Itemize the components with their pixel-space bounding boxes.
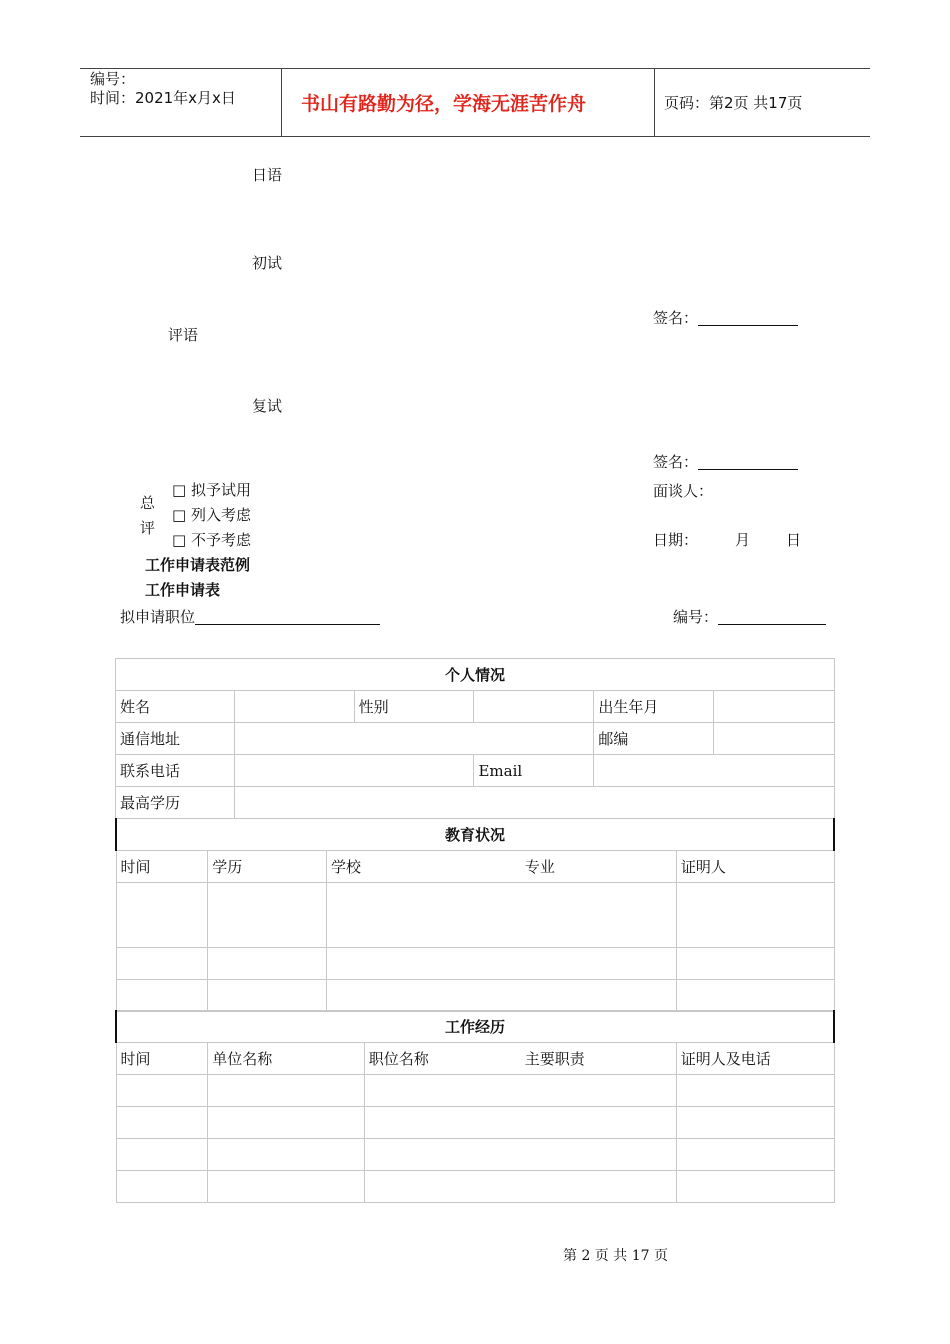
example-title: 工作申请表范例 [145,556,251,574]
edu-cell[interactable] [326,948,676,980]
edu-cell[interactable] [326,980,676,1012]
col-time: 时间 [116,1043,208,1075]
option-consider-checkbox[interactable]: □ 列入考虑 [172,506,251,524]
col-degree: 学历 [208,851,327,883]
col-witness-phone: 证明人及电话 [676,1043,834,1075]
work-cell[interactable] [116,1171,208,1203]
email-field[interactable] [594,755,835,787]
header-divider [654,68,655,136]
section-work: 工作经历 [116,1011,834,1043]
col-duties: 主要职责 [521,1043,677,1075]
postcode-field[interactable] [714,723,835,755]
signature-label: 签名： [653,455,798,470]
section-personal: 个人情况 [116,659,835,691]
col-witness: 证明人 [676,851,834,883]
name-label: 姓名 [116,691,235,723]
email-label: Email [474,755,594,787]
comment-label: 评语 [168,326,199,344]
edu-cell[interactable] [676,980,834,1012]
address-field[interactable] [234,723,593,755]
date-label: 日期： [653,531,699,549]
gender-label: 性别 [354,691,474,723]
work-cell[interactable] [676,1075,834,1107]
footer-page: 第 2 页 共 17 页 [563,1248,668,1264]
col-time: 时间 [116,851,208,883]
motto: 书山有路勤为径，学海无涯苦作舟 [301,93,587,115]
personal-table [115,658,835,819]
work-cell[interactable] [364,1139,676,1171]
work-cell[interactable] [676,1139,834,1171]
overall-label: 总 [140,494,156,512]
option-reject-checkbox[interactable]: □ 不予考虑 [172,531,251,549]
number-label: 编号： [673,610,826,625]
signature-line[interactable] [698,455,798,470]
col-school: 学校 [326,851,520,883]
page-label: 页码：第2页 共17页 [664,94,803,112]
work-cell[interactable] [116,1139,208,1171]
header-top-rule [80,68,870,69]
header-bottom-rule [80,136,870,137]
signature-label: 签名： [653,311,798,326]
phone-label: 联系电话 [116,755,235,787]
work-cell[interactable] [364,1171,676,1203]
edu-cell[interactable] [208,980,327,1012]
postcode-label: 邮编 [594,723,714,755]
work-cell[interactable] [676,1107,834,1139]
address-label: 通信地址 [116,723,235,755]
time-label: 时间：2021年x月x日 [90,89,236,107]
edu-cell[interactable] [208,948,327,980]
name-field[interactable] [234,691,354,723]
education-table [115,818,835,1012]
edu-cell[interactable] [208,883,327,948]
first-interview-label: 初试 [252,254,283,272]
japanese-label: 日语 [252,166,283,184]
col-major: 专业 [521,851,677,883]
work-cell[interactable] [116,1107,208,1139]
gender-field[interactable] [474,691,594,723]
work-cell[interactable] [364,1107,676,1139]
overall-label: 评 [140,519,156,537]
day-label: 日 [786,531,802,549]
education-level-label: 最高学历 [116,787,235,819]
position-label: 拟申请职位 [120,610,380,625]
work-cell[interactable] [208,1171,365,1203]
phone-field[interactable] [234,755,474,787]
edu-cell[interactable] [326,883,676,948]
header-divider [281,68,282,136]
signature-line[interactable] [698,311,798,326]
edu-cell[interactable] [676,948,834,980]
birth-field[interactable] [714,691,835,723]
work-table [115,1010,835,1203]
work-cell[interactable] [116,1075,208,1107]
number-field[interactable] [718,610,826,625]
serial-label: 编号： [90,70,136,88]
second-interview-label: 复试 [252,397,283,415]
work-cell[interactable] [208,1075,365,1107]
edu-cell[interactable] [116,883,208,948]
work-cell[interactable] [364,1075,676,1107]
col-company: 单位名称 [208,1043,365,1075]
edu-cell[interactable] [116,948,208,980]
edu-cell[interactable] [116,980,208,1012]
education-level-field[interactable] [234,787,834,819]
interviewer-label: 面谈人： [653,482,714,500]
position-field[interactable] [195,610,380,625]
work-cell[interactable] [208,1107,365,1139]
section-education: 教育状况 [116,819,834,851]
month-label: 月 [735,531,751,549]
option-trial-checkbox[interactable]: □ 拟予试用 [172,481,251,499]
form-title: 工作申请表 [145,581,221,599]
birth-label: 出生年月 [594,691,714,723]
edu-cell[interactable] [676,883,834,948]
work-cell[interactable] [208,1139,365,1171]
work-cell[interactable] [676,1171,834,1203]
col-position: 职位名称 [364,1043,521,1075]
